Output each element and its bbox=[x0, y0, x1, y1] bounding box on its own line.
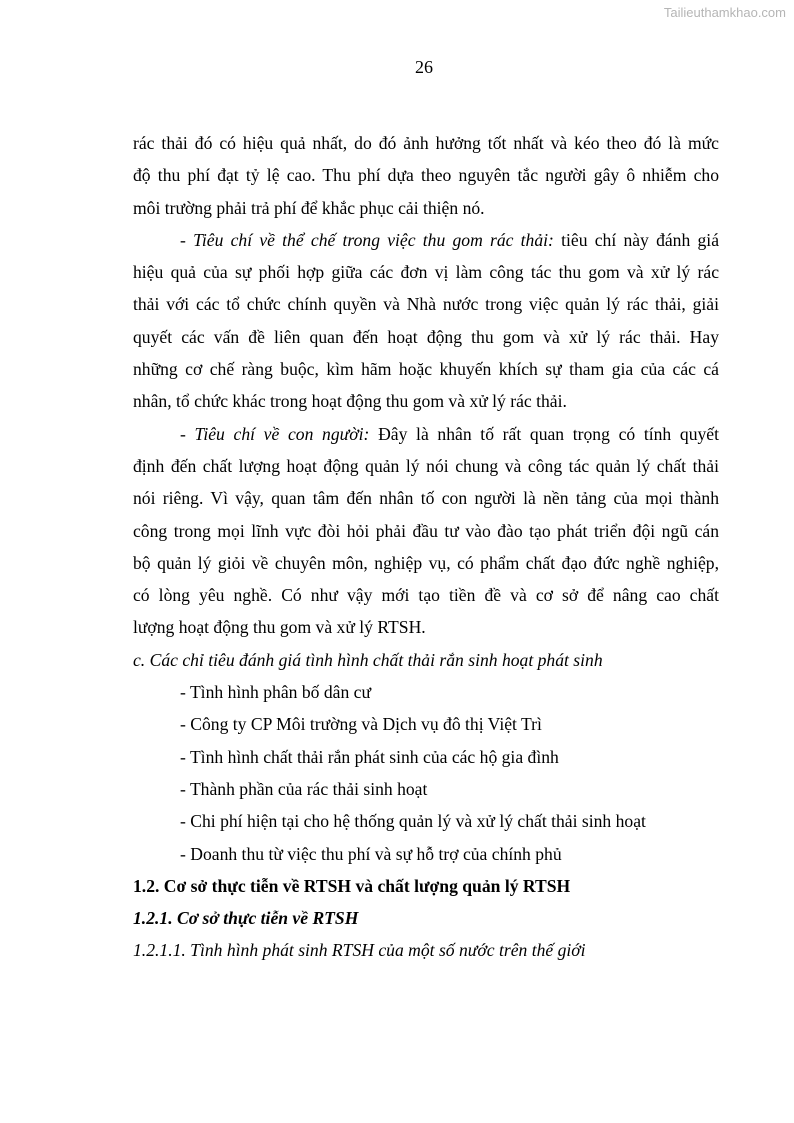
text-line: những cơ chế ràng buộc, kìm hãm hoặc khuyến khích sự tham gia của các cá bbox=[133, 359, 719, 380]
list-item: - Công ty CP Môi trường và Dịch vụ đô thị Việt Trì bbox=[180, 714, 542, 735]
text-line bbox=[133, 224, 719, 256]
criterion-lead: - Tiêu chí về thể chế trong việc thu gom rác thải: bbox=[180, 229, 554, 250]
list-item: - Tình hình phân bố dân cư bbox=[180, 682, 371, 703]
heading-1-2-1: 1.2.1. Cơ sở thực tiễn về RTSH bbox=[133, 908, 359, 929]
text-line: môi trường phải trả phí để khắc phục cải thiện nó. bbox=[133, 197, 485, 218]
heading-1-2: 1.2. Cơ sở thực tiễn về RTSH và chất lượng quản lý RTSH bbox=[133, 875, 571, 896]
criterion-lead: - Tiêu chí về con người: bbox=[180, 423, 370, 444]
text-line: định đến chất lượng hoạt động quản lý nói chung và công tác quản lý chất thải bbox=[133, 455, 719, 476]
list-item: - Chi phí hiện tại cho hệ thống quản lý và xử lý chất thải sinh hoạt bbox=[180, 811, 646, 832]
page-number: 26 bbox=[415, 57, 433, 77]
text-line bbox=[133, 418, 719, 450]
list-item: - Tình hình chất thải rắn phát sinh của các hộ gia đình bbox=[180, 746, 559, 767]
list-item: - Thành phần của rác thải sinh hoạt bbox=[180, 778, 428, 799]
text-span: tiêu chí này đánh giá bbox=[553, 229, 719, 250]
text-line: công trong mọi lĩnh vực đòi hỏi phải đầu tư vào đào tạo phát triển đội ngũ cán bbox=[133, 520, 719, 541]
text-line: lượng hoạt động thu gom và xử lý RTSH. bbox=[133, 617, 426, 638]
text-line: quyết các vấn đề liên quan đến hoạt động thu gom và xử lý rác thải. Hay bbox=[133, 326, 719, 347]
text-line: hiệu quả của sự phối hợp giữa các đơn vị làm công tác thu gom và xử lý rác bbox=[133, 262, 719, 283]
text-line: nhân, tổ chức khác trong hoạt động thu gom và xử lý rác thải. bbox=[133, 391, 567, 412]
text-line: thải với các tổ chức chính quyền và Nhà nước trong việc quản lý rác thải, giải bbox=[133, 294, 719, 315]
document-body bbox=[133, 127, 719, 967]
list-item: - Doanh thu từ việc thu phí và sự hỗ trợ của chính phủ bbox=[180, 843, 562, 864]
section-c-heading: c. Các chỉ tiêu đánh giá tình hình chất thải rắn sinh hoạt phát sinh bbox=[133, 649, 603, 670]
text-span: Đây là nhân tố rất quan trọng có tính quyết bbox=[369, 423, 719, 444]
text-line: độ thu phí đạt tỷ lệ cao. Thu phí dựa theo nguyên tắc người gây ô nhiễm cho bbox=[133, 165, 719, 186]
text-line: bộ quản lý giỏi về chuyên môn, nghiệp vụ, có phẩm chất đạo đức nghề nghiệp, bbox=[133, 552, 719, 573]
text-line: rác thải đó có hiệu quả nhất, do đó ảnh hưởng tốt nhất và kéo theo đó là mức bbox=[133, 133, 719, 153]
text-line: có lòng yêu nghề. Có như vậy mới tạo tiền đề và cơ sở để nâng cao chất bbox=[133, 585, 719, 606]
heading-1-2-1-1: 1.2.1.1. Tình hình phát sinh RTSH của một số nước trên thế giới bbox=[133, 940, 586, 961]
text-line: nói riêng. Vì vậy, quan tâm đến nhân tố con người là nền tảng của mọi thành bbox=[133, 488, 719, 509]
watermark: Tailieuthamkhao.com bbox=[663, 5, 786, 20]
